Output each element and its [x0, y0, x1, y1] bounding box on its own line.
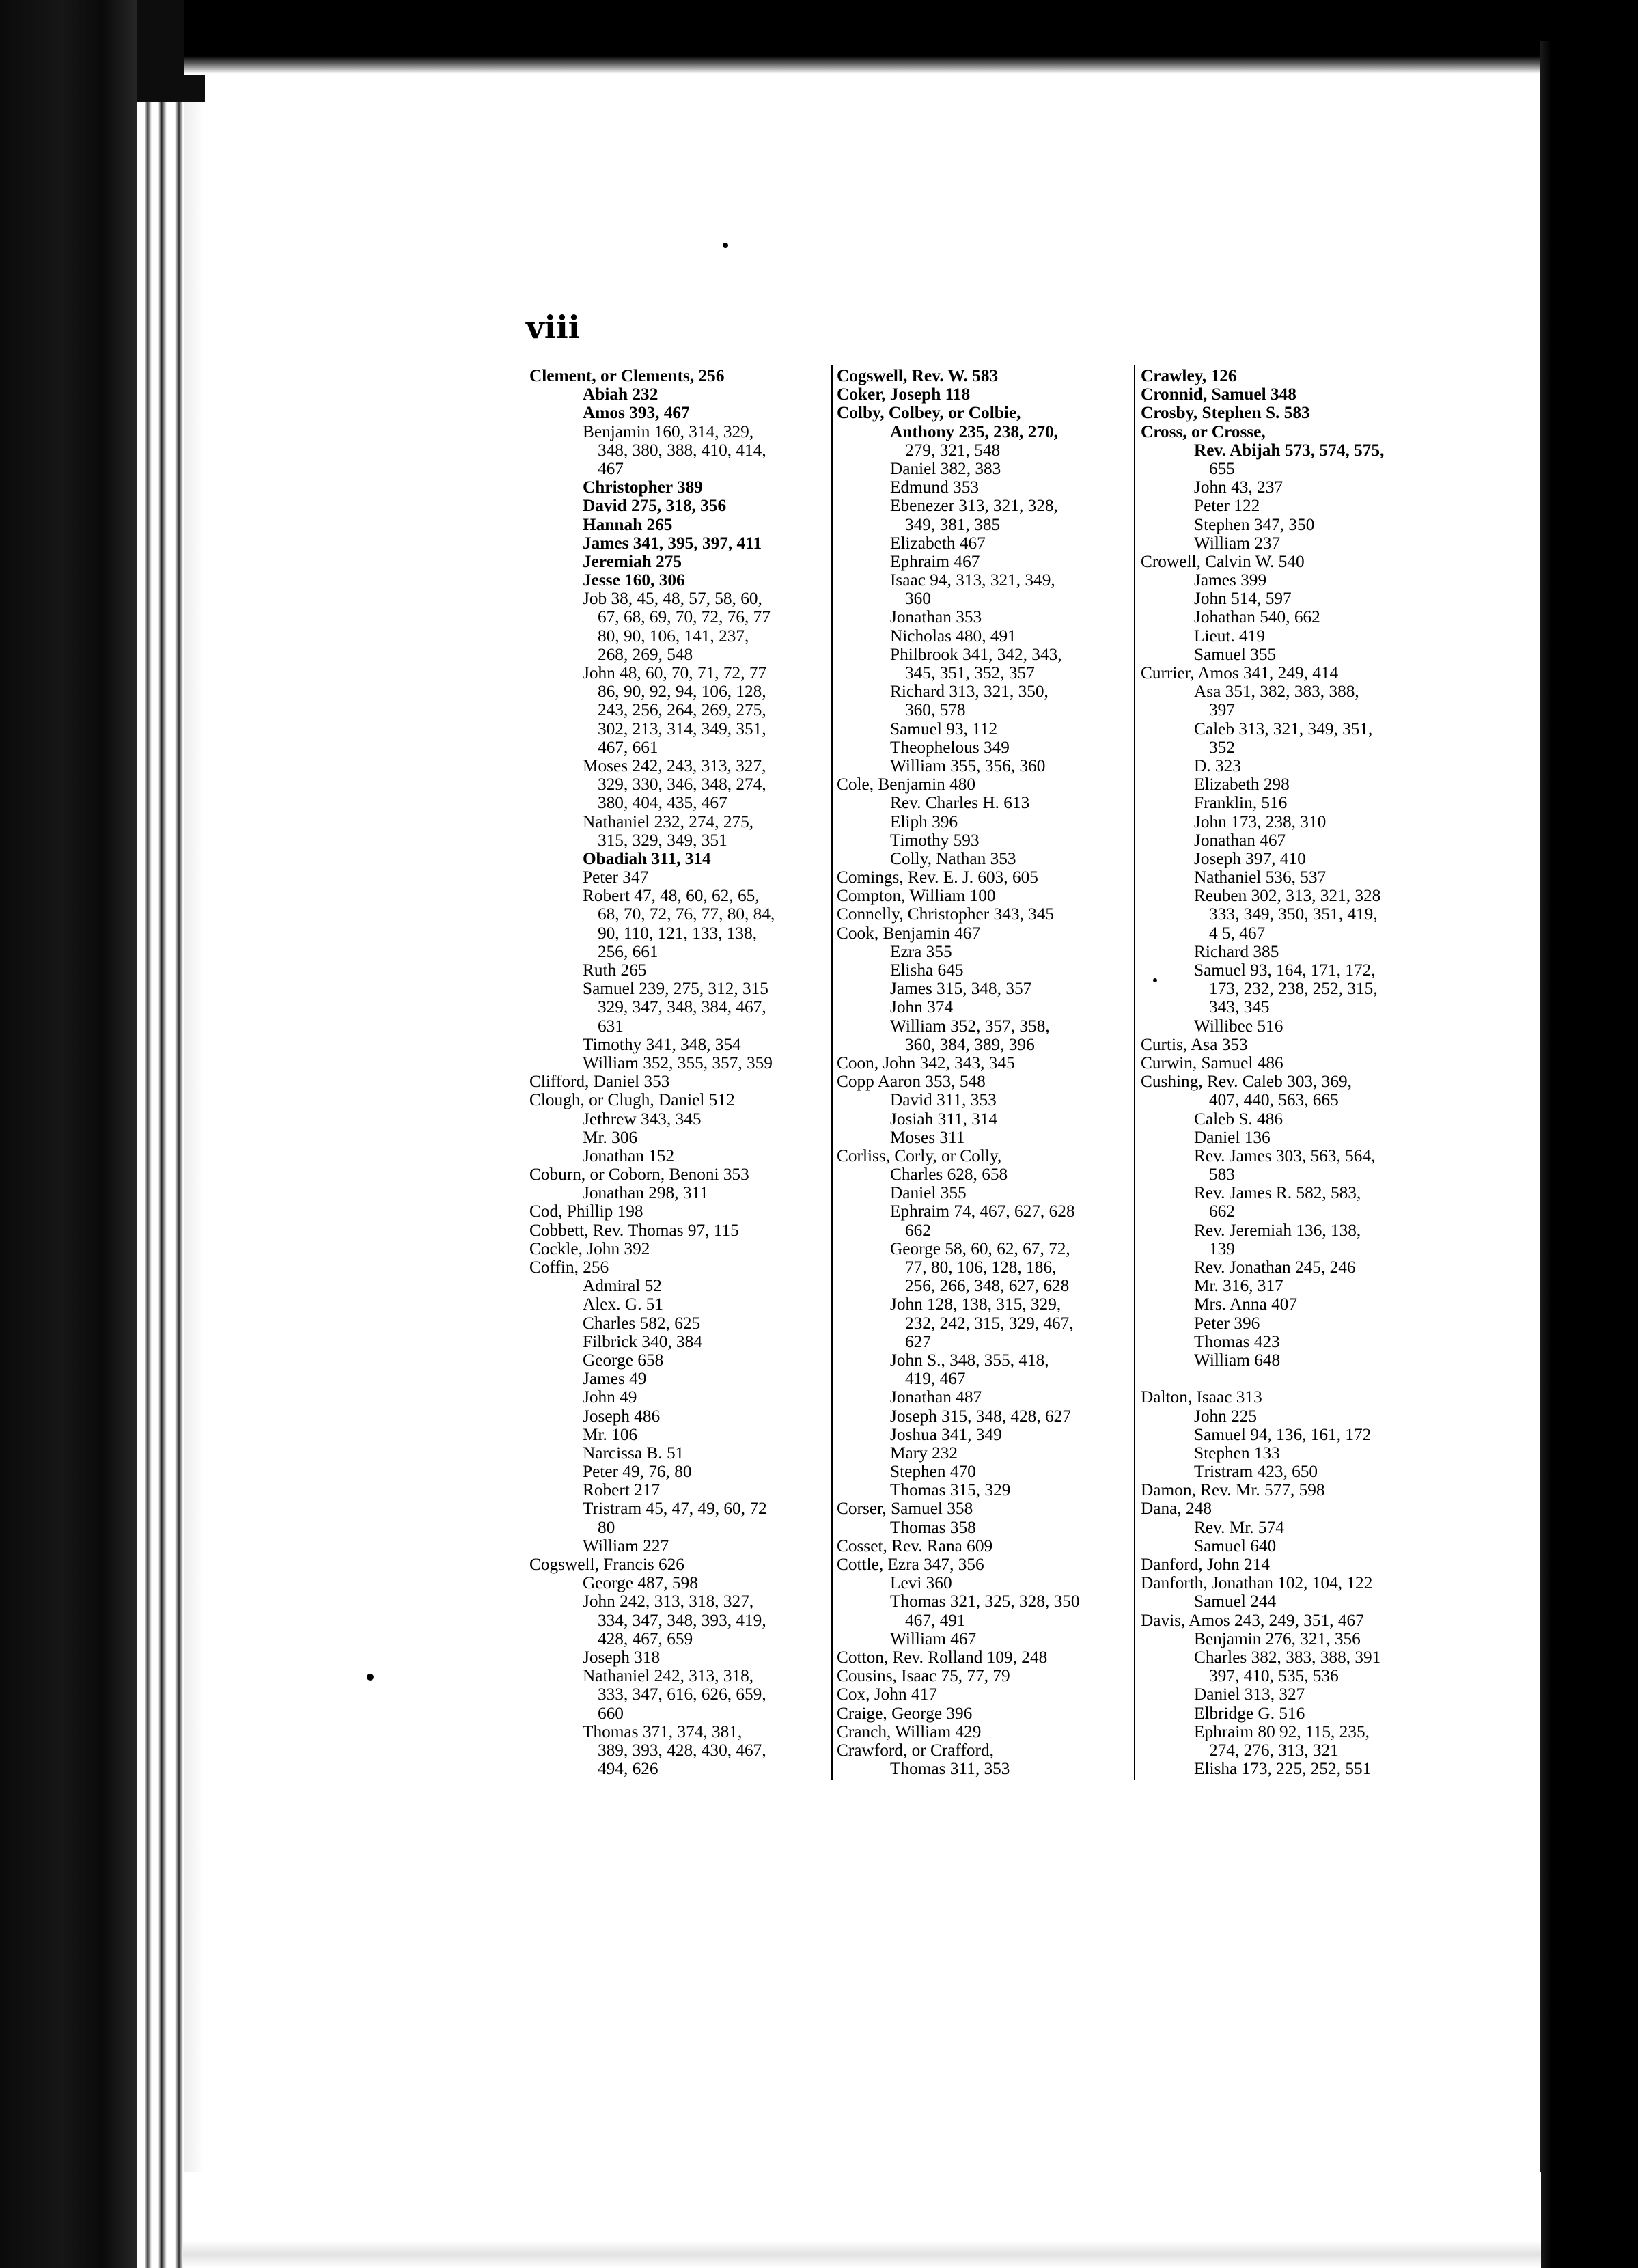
- index-entry: Danford, John 214: [1141, 1555, 1270, 1574]
- index-column-3: [1141, 367, 1428, 1778]
- index-subentry: Charles 628, 658: [890, 1165, 1008, 1185]
- index-subentry: Joseph 397, 410: [1194, 848, 1306, 868]
- index-entry: Cole, Benjamin 480: [837, 775, 976, 794]
- index-subentry: Peter 49, 76, 80: [583, 1462, 692, 1482]
- index-subentry: Nicholas 480, 491: [890, 626, 1016, 646]
- index-subentry: Thomas 315, 329: [890, 1480, 1011, 1500]
- index-subentry: John 225: [1194, 1406, 1258, 1426]
- index-subentry: Johathan 540, 662: [1194, 607, 1320, 627]
- index-continuation: 407, 440, 563, 665: [1209, 1090, 1339, 1110]
- index-subentry: Jonathan 467: [1194, 830, 1286, 850]
- index-subentry: Charles 582, 625: [583, 1313, 701, 1333]
- index-continuation: 268, 269, 548: [598, 644, 693, 664]
- index-continuation: 333, 347, 616, 626, 659,: [598, 1685, 766, 1704]
- index-continuation: 467, 491: [905, 1610, 966, 1630]
- index-subentry: Franklin, 516: [1194, 793, 1288, 813]
- index-subentry: Rev. Abijah 573, 574, 575,: [1194, 440, 1385, 460]
- index-entry: Colby, Colbey, or Colbie,: [837, 403, 1021, 423]
- index-continuation: 68, 70, 72, 76, 77, 80, 84,: [598, 904, 775, 924]
- index-subentry: Rev. Mr. 574: [1194, 1517, 1284, 1537]
- index-subentry: Levi 360: [890, 1573, 952, 1593]
- index-subentry: William 648: [1194, 1350, 1281, 1370]
- index-subentry: Jethrew 343, 345: [583, 1109, 702, 1129]
- page-bottom-edge: [183, 2172, 1541, 2268]
- index-subentry: Timothy 341, 348, 354: [583, 1034, 741, 1054]
- index-subentry: Elisha 173, 225, 252, 551: [1194, 1759, 1372, 1779]
- index-subentry: Filbrick 340, 384: [583, 1331, 702, 1351]
- index-entry: Currier, Amos 341, 249, 414: [1141, 663, 1339, 682]
- index-subentry: James 315, 348, 357: [890, 979, 1032, 999]
- index-subentry: John 128, 138, 315, 329,: [890, 1295, 1061, 1314]
- index-subentry: Moses 311: [890, 1127, 965, 1147]
- index-subentry: Philbrook 341, 342, 343,: [890, 644, 1062, 664]
- index-entry: Comings, Rev. E. J. 603, 605: [837, 868, 1038, 887]
- index-subentry: Narcissa B. 51: [583, 1443, 684, 1463]
- index-continuation: 90, 110, 121, 133, 138,: [598, 923, 758, 943]
- index-subentry: Elisha 645: [890, 960, 964, 980]
- index-subentry: Ebenezer 313, 321, 328,: [890, 496, 1058, 516]
- index-entry: Clement, or Clements, 256: [529, 366, 729, 385]
- index-continuation: 256, 266, 348, 627, 628: [905, 1276, 1070, 1296]
- index-subentry: Tristram 423, 650: [1194, 1462, 1318, 1482]
- index-subentry: Timothy 593: [890, 830, 980, 850]
- index-column-1: [529, 367, 837, 1778]
- index-subentry: Admiral 52: [583, 1276, 662, 1296]
- index-subentry: Robert 217: [583, 1480, 661, 1500]
- index-subentry: Samuel 640: [1194, 1536, 1277, 1555]
- index-subentry: Rev. James R. 582, 583,: [1194, 1183, 1361, 1203]
- index-continuation: 494, 626: [598, 1759, 658, 1779]
- index-entry: Corser, Samuel 358: [837, 1499, 973, 1519]
- index-continuation: 4 5, 467: [1209, 923, 1266, 943]
- index-column-2: [837, 367, 1124, 1778]
- index-entry: Cogswell, Rev. W. 583: [837, 366, 999, 385]
- index-subentry: Rev. Charles H. 613: [890, 793, 1030, 813]
- index-subentry: Caleb 313, 321, 349, 351,: [1194, 719, 1373, 738]
- index-subentry: Mr. 106: [583, 1424, 638, 1444]
- index-entry: Coffin, 256: [529, 1258, 609, 1277]
- index-subentry: Ruth 265: [583, 960, 647, 980]
- index-entry: Cotton, Rev. Rolland 109, 248: [837, 1647, 1048, 1667]
- index-subentry: Isaac 94, 313, 321, 349,: [890, 570, 1055, 590]
- index-subentry: Joseph 315, 348, 428, 627: [890, 1406, 1071, 1426]
- index-subentry: Thomas 371, 374, 381,: [583, 1721, 742, 1741]
- index-subentry: William 355, 356, 360: [890, 756, 1046, 775]
- index-subentry: Ephraim 74, 467, 627, 628: [890, 1202, 1075, 1221]
- index-subentry: Richard 385: [1194, 941, 1279, 961]
- index-subentry: Christopher 389: [583, 478, 703, 497]
- index-subentry: John 48, 60, 70, 71, 72, 77: [583, 663, 767, 682]
- index-continuation: 86, 90, 92, 94, 106, 128,: [598, 682, 766, 702]
- index-subentry: Theophelous 349: [890, 737, 1010, 757]
- index-entry: Cottle, Ezra 347, 356: [837, 1555, 984, 1574]
- index-subentry: Anthony 235, 238, 270,: [890, 421, 1058, 441]
- index-subentry: Willibee 516: [1194, 1016, 1283, 1036]
- index-subentry: James 49: [583, 1369, 647, 1389]
- index-subentry: John 173, 238, 310: [1194, 812, 1327, 831]
- index-subentry: Rev. James 303, 563, 564,: [1194, 1146, 1376, 1165]
- index-subentry: Mrs. Anna 407: [1194, 1295, 1298, 1314]
- index-subentry: Jonathan 152: [583, 1146, 675, 1165]
- index-subentry: William 237: [1194, 533, 1281, 553]
- index-subentry: Joseph 318: [583, 1647, 661, 1667]
- index-continuation: 173, 232, 238, 252, 315,: [1209, 979, 1378, 999]
- scan-top-edge: [184, 0, 1638, 75]
- index-continuation: 80: [598, 1517, 615, 1537]
- index-subentry: Reuben 302, 313, 321, 328: [1194, 886, 1381, 906]
- index-continuation: 352: [1209, 737, 1235, 757]
- index-continuation: 274, 276, 313, 321: [1209, 1740, 1339, 1760]
- index-subentry: Ephraim 80 92, 115, 235,: [1194, 1721, 1370, 1741]
- column-divider: [831, 365, 833, 1780]
- index-continuation: 467, 661: [598, 737, 658, 757]
- index-continuation: 627: [905, 1331, 931, 1351]
- index-subentry: Jesse 160, 306: [583, 570, 685, 590]
- index-subentry: William 352, 355, 357, 359: [583, 1053, 773, 1073]
- index-subentry: Eliph 396: [890, 812, 958, 831]
- index-entry: Davis, Amos 243, 249, 351, 467: [1141, 1610, 1364, 1630]
- index-subentry: Stephen 347, 350: [1194, 514, 1315, 534]
- index-subentry: Mary 232: [890, 1443, 958, 1463]
- index-entry: Coburn, or Coborn, Benoni 353: [529, 1165, 749, 1185]
- index-entry: Coker, Joseph 118: [837, 385, 971, 404]
- ink-speck: [367, 1674, 374, 1681]
- index-entry: Crowell, Calvin W. 540: [1141, 551, 1305, 571]
- index-entry: Compton, William 100: [837, 886, 996, 906]
- index-subentry: Jonathan 298, 311: [583, 1183, 708, 1203]
- index-subentry: David 275, 318, 356: [583, 496, 727, 516]
- index-continuation: 232, 242, 315, 329, 467,: [905, 1313, 1074, 1333]
- index-continuation: 334, 347, 348, 393, 419,: [598, 1610, 766, 1630]
- index-continuation: 360, 578: [905, 700, 966, 720]
- index-subentry: Thomas 358: [890, 1517, 976, 1537]
- index-subentry: Samuel 239, 275, 312, 315: [583, 979, 768, 999]
- index-entry: [1141, 1370, 1428, 1388]
- index-subentry: Thomas 311, 353: [890, 1759, 1010, 1779]
- index-subentry: John S., 348, 355, 418,: [890, 1350, 1049, 1370]
- index-entry: Cushing, Rev. Caleb 303, 369,: [1141, 1072, 1352, 1092]
- index-entry: Crawford, or Crafford,: [837, 1740, 994, 1760]
- index-continuation: 67, 68, 69, 70, 72, 76, 77: [598, 607, 771, 627]
- index-subentry: Daniel 382, 383: [890, 458, 1001, 478]
- index-subentry: Abiah 232: [583, 385, 658, 404]
- index-subentry: Nathaniel 232, 274, 275,: [583, 812, 754, 831]
- index-continuation: 139: [1209, 1239, 1235, 1258]
- index-subentry: George 487, 598: [583, 1573, 698, 1593]
- index-subentry: John 374: [890, 997, 954, 1017]
- index-continuation: 343, 345: [1209, 997, 1270, 1017]
- index-entry: Cox, John 417: [837, 1685, 937, 1704]
- index-subentry: Nathaniel 536, 537: [1194, 868, 1327, 887]
- index-entry: Curwin, Samuel 486: [1141, 1053, 1283, 1073]
- index-continuation: 389, 393, 428, 430, 467,: [598, 1740, 766, 1760]
- index-subentry: Job 38, 45, 48, 57, 58, 60,: [583, 589, 762, 609]
- index-subentry: John 514, 597: [1194, 589, 1292, 609]
- index-continuation: 360, 384, 389, 396: [905, 1034, 1035, 1054]
- index-subentry: Amos 393, 467: [583, 403, 690, 423]
- index-subentry: Asa 351, 382, 383, 388,: [1194, 682, 1359, 702]
- index-entry: Cranch, William 429: [837, 1721, 982, 1741]
- index-subentry: Peter 396: [1194, 1313, 1260, 1333]
- column-divider: [1134, 365, 1135, 1780]
- index-subentry: Caleb S. 486: [1194, 1109, 1283, 1129]
- index-entry: Cod, Phillip 198: [529, 1202, 643, 1221]
- index-entry: Cogswell, Francis 626: [529, 1555, 684, 1574]
- scan-right-edge: [1540, 41, 1638, 2268]
- index-entry: Cook, Benjamin 467: [837, 923, 981, 943]
- index-entry: Crawley, 126: [1141, 366, 1237, 385]
- index-continuation: 302, 213, 314, 349, 351,: [598, 719, 766, 738]
- index-entry: Danforth, Jonathan 102, 104, 122: [1141, 1573, 1373, 1593]
- index-continuation: 348, 380, 388, 410, 414,: [598, 440, 766, 460]
- index-continuation: 349, 381, 385: [905, 514, 1001, 534]
- index-subentry: Ephraim 467: [890, 551, 980, 571]
- index-subentry: Samuel 244: [1194, 1592, 1277, 1612]
- index-entry: Curtis, Asa 353: [1141, 1034, 1248, 1054]
- index-entry: Dana, 248: [1141, 1499, 1212, 1519]
- index-subentry: Moses 242, 243, 313, 327,: [583, 756, 766, 775]
- index-subentry: James 341, 395, 397, 411: [583, 533, 762, 553]
- index-continuation: 256, 661: [598, 941, 658, 961]
- index-subentry: John 49: [583, 1387, 637, 1407]
- index-subentry: Daniel 355: [890, 1183, 967, 1203]
- index-subentry: William 227: [583, 1536, 669, 1555]
- index-subentry: James 399: [1194, 570, 1267, 590]
- index-subentry: Benjamin 276, 321, 356: [1194, 1629, 1361, 1648]
- index-continuation: 380, 404, 435, 467: [598, 793, 727, 813]
- index-continuation: 80, 90, 106, 141, 237,: [598, 626, 749, 646]
- index-continuation: 662: [1209, 1202, 1235, 1221]
- index-subentry: Samuel 93, 164, 171, 172,: [1194, 960, 1376, 980]
- index-continuation: 428, 467, 659: [598, 1629, 693, 1648]
- index-subentry: Benjamin 160, 314, 329,: [583, 421, 754, 441]
- index-subentry: Jonathan 353: [890, 607, 982, 627]
- index-subentry: Stephen 470: [890, 1462, 976, 1482]
- index-subentry: Tristram 45, 47, 49, 60, 72: [583, 1499, 767, 1519]
- index-continuation: 315, 329, 349, 351: [598, 830, 727, 850]
- index-continuation: 397, 410, 535, 536: [1209, 1666, 1339, 1686]
- index-subentry: Alex. G. 51: [583, 1295, 664, 1314]
- index-subentry: D. 323: [1194, 756, 1241, 775]
- index-subentry: Hannah 265: [583, 514, 673, 534]
- index-entry: Crosby, Stephen S. 583: [1141, 403, 1310, 423]
- index-entry: Cross, or Crosse,: [1141, 421, 1266, 441]
- index-subentry: John 43, 237: [1194, 478, 1283, 497]
- index-continuation: 77, 80, 106, 128, 186,: [905, 1258, 1057, 1277]
- index-subentry: Samuel 94, 136, 161, 172: [1194, 1424, 1372, 1444]
- index-entry: Dalton, Isaac 313: [1141, 1387, 1262, 1407]
- index-entry: Connelly, Christopher 343, 345: [837, 904, 1055, 924]
- index-entry: Cronnid, Samuel 348: [1141, 385, 1296, 404]
- index-subentry: Elizabeth 467: [890, 533, 986, 553]
- index-subentry: Ezra 355: [890, 941, 952, 961]
- index-subentry: Mr. 316, 317: [1194, 1276, 1283, 1296]
- index-subentry: Joseph 486: [583, 1406, 661, 1426]
- index-subentry: George 58, 60, 62, 67, 72,: [890, 1239, 1070, 1258]
- page-number: viii: [526, 309, 581, 346]
- index-entry: Cosset, Rev. Rana 609: [837, 1536, 993, 1555]
- index-subentry: Richard 313, 321, 350,: [890, 682, 1049, 702]
- index-subentry: Rev. Jeremiah 136, 138,: [1194, 1220, 1361, 1240]
- index-subentry: Mr. 306: [583, 1127, 638, 1147]
- index-continuation: 583: [1209, 1165, 1235, 1185]
- index-subentry: Samuel 93, 112: [890, 719, 998, 738]
- index-subentry: John 242, 313, 318, 327,: [583, 1592, 754, 1612]
- index-subentry: Edmund 353: [890, 478, 979, 497]
- index-continuation: 329, 347, 348, 384, 467,: [598, 997, 766, 1017]
- index-subentry: Peter 347: [583, 868, 649, 887]
- index-continuation: 631: [598, 1016, 624, 1036]
- book-binding-edge: [0, 0, 184, 2268]
- index-subentry: Josiah 311, 314: [890, 1109, 998, 1129]
- index-continuation: 345, 351, 352, 357: [905, 663, 1035, 682]
- index-continuation: 279, 321, 548: [905, 440, 1001, 460]
- index-entry: Cockle, John 392: [529, 1239, 650, 1258]
- ink-speck: [723, 243, 728, 248]
- index-subentry: Charles 382, 383, 388, 391: [1194, 1647, 1381, 1667]
- index-subentry: Peter 122: [1194, 496, 1260, 516]
- index-subentry: Elizabeth 298: [1194, 775, 1290, 794]
- index-subentry: Robert 47, 48, 60, 62, 65,: [583, 886, 760, 906]
- index-subentry: Nathaniel 242, 313, 318,: [583, 1666, 754, 1686]
- index-subentry: William 467: [890, 1629, 977, 1648]
- index-continuation: 333, 349, 350, 351, 419,: [1209, 904, 1378, 924]
- index-subentry: David 311, 353: [890, 1090, 997, 1110]
- index-entry: Coon, John 342, 343, 345: [837, 1053, 1015, 1073]
- index-continuation: 467: [598, 458, 624, 478]
- index-subentry: Jeremiah 275: [583, 551, 682, 571]
- index-subentry: Thomas 321, 325, 328, 350: [890, 1592, 1080, 1612]
- index-entry: Craige, George 396: [837, 1703, 973, 1723]
- index-subentry: Daniel 136: [1194, 1127, 1271, 1147]
- index-subentry: Daniel 313, 327: [1194, 1685, 1305, 1704]
- index-subentry: Colly, Nathan 353: [890, 848, 1016, 868]
- index-continuation: 655: [1209, 458, 1235, 478]
- index-continuation: 360: [905, 589, 931, 609]
- index-entry: Corliss, Corly, or Colly,: [837, 1146, 1002, 1165]
- index-entry: Clifford, Daniel 353: [529, 1072, 670, 1092]
- index-subentry: Rev. Jonathan 245, 246: [1194, 1258, 1356, 1277]
- index-subentry: Joshua 341, 349: [890, 1424, 1002, 1444]
- index-subentry: George 658: [583, 1350, 664, 1370]
- index-subentry: Elbridge G. 516: [1194, 1703, 1305, 1723]
- index-continuation: 329, 330, 346, 348, 274,: [598, 775, 766, 794]
- index-subentry: Thomas 423: [1194, 1331, 1280, 1351]
- index-continuation: 660: [598, 1703, 624, 1723]
- index-entry: Damon, Rev. Mr. 577, 598: [1141, 1480, 1325, 1500]
- index-entry: Cobbett, Rev. Thomas 97, 115: [529, 1220, 739, 1240]
- index-entry: Copp Aaron 353, 548: [837, 1072, 986, 1092]
- index-continuation: 243, 256, 264, 269, 275,: [598, 700, 766, 720]
- index-continuation: 397: [1209, 700, 1235, 720]
- index-subentry: Samuel 355: [1194, 644, 1277, 664]
- index-entry: Clough, or Clugh, Daniel 512: [529, 1090, 735, 1110]
- index-subentry: Jonathan 487: [890, 1387, 982, 1407]
- index-subentry: Obadiah 311, 314: [583, 848, 711, 868]
- index-subentry: Stephen 133: [1194, 1443, 1280, 1463]
- index-entry: Cousins, Isaac 75, 77, 79: [837, 1666, 1010, 1686]
- index-subentry: William 352, 357, 358,: [890, 1016, 1050, 1036]
- index-subentry: Lieut. 419: [1194, 626, 1265, 646]
- index-continuation: 419, 467: [905, 1369, 966, 1389]
- index-continuation: 662: [905, 1220, 931, 1240]
